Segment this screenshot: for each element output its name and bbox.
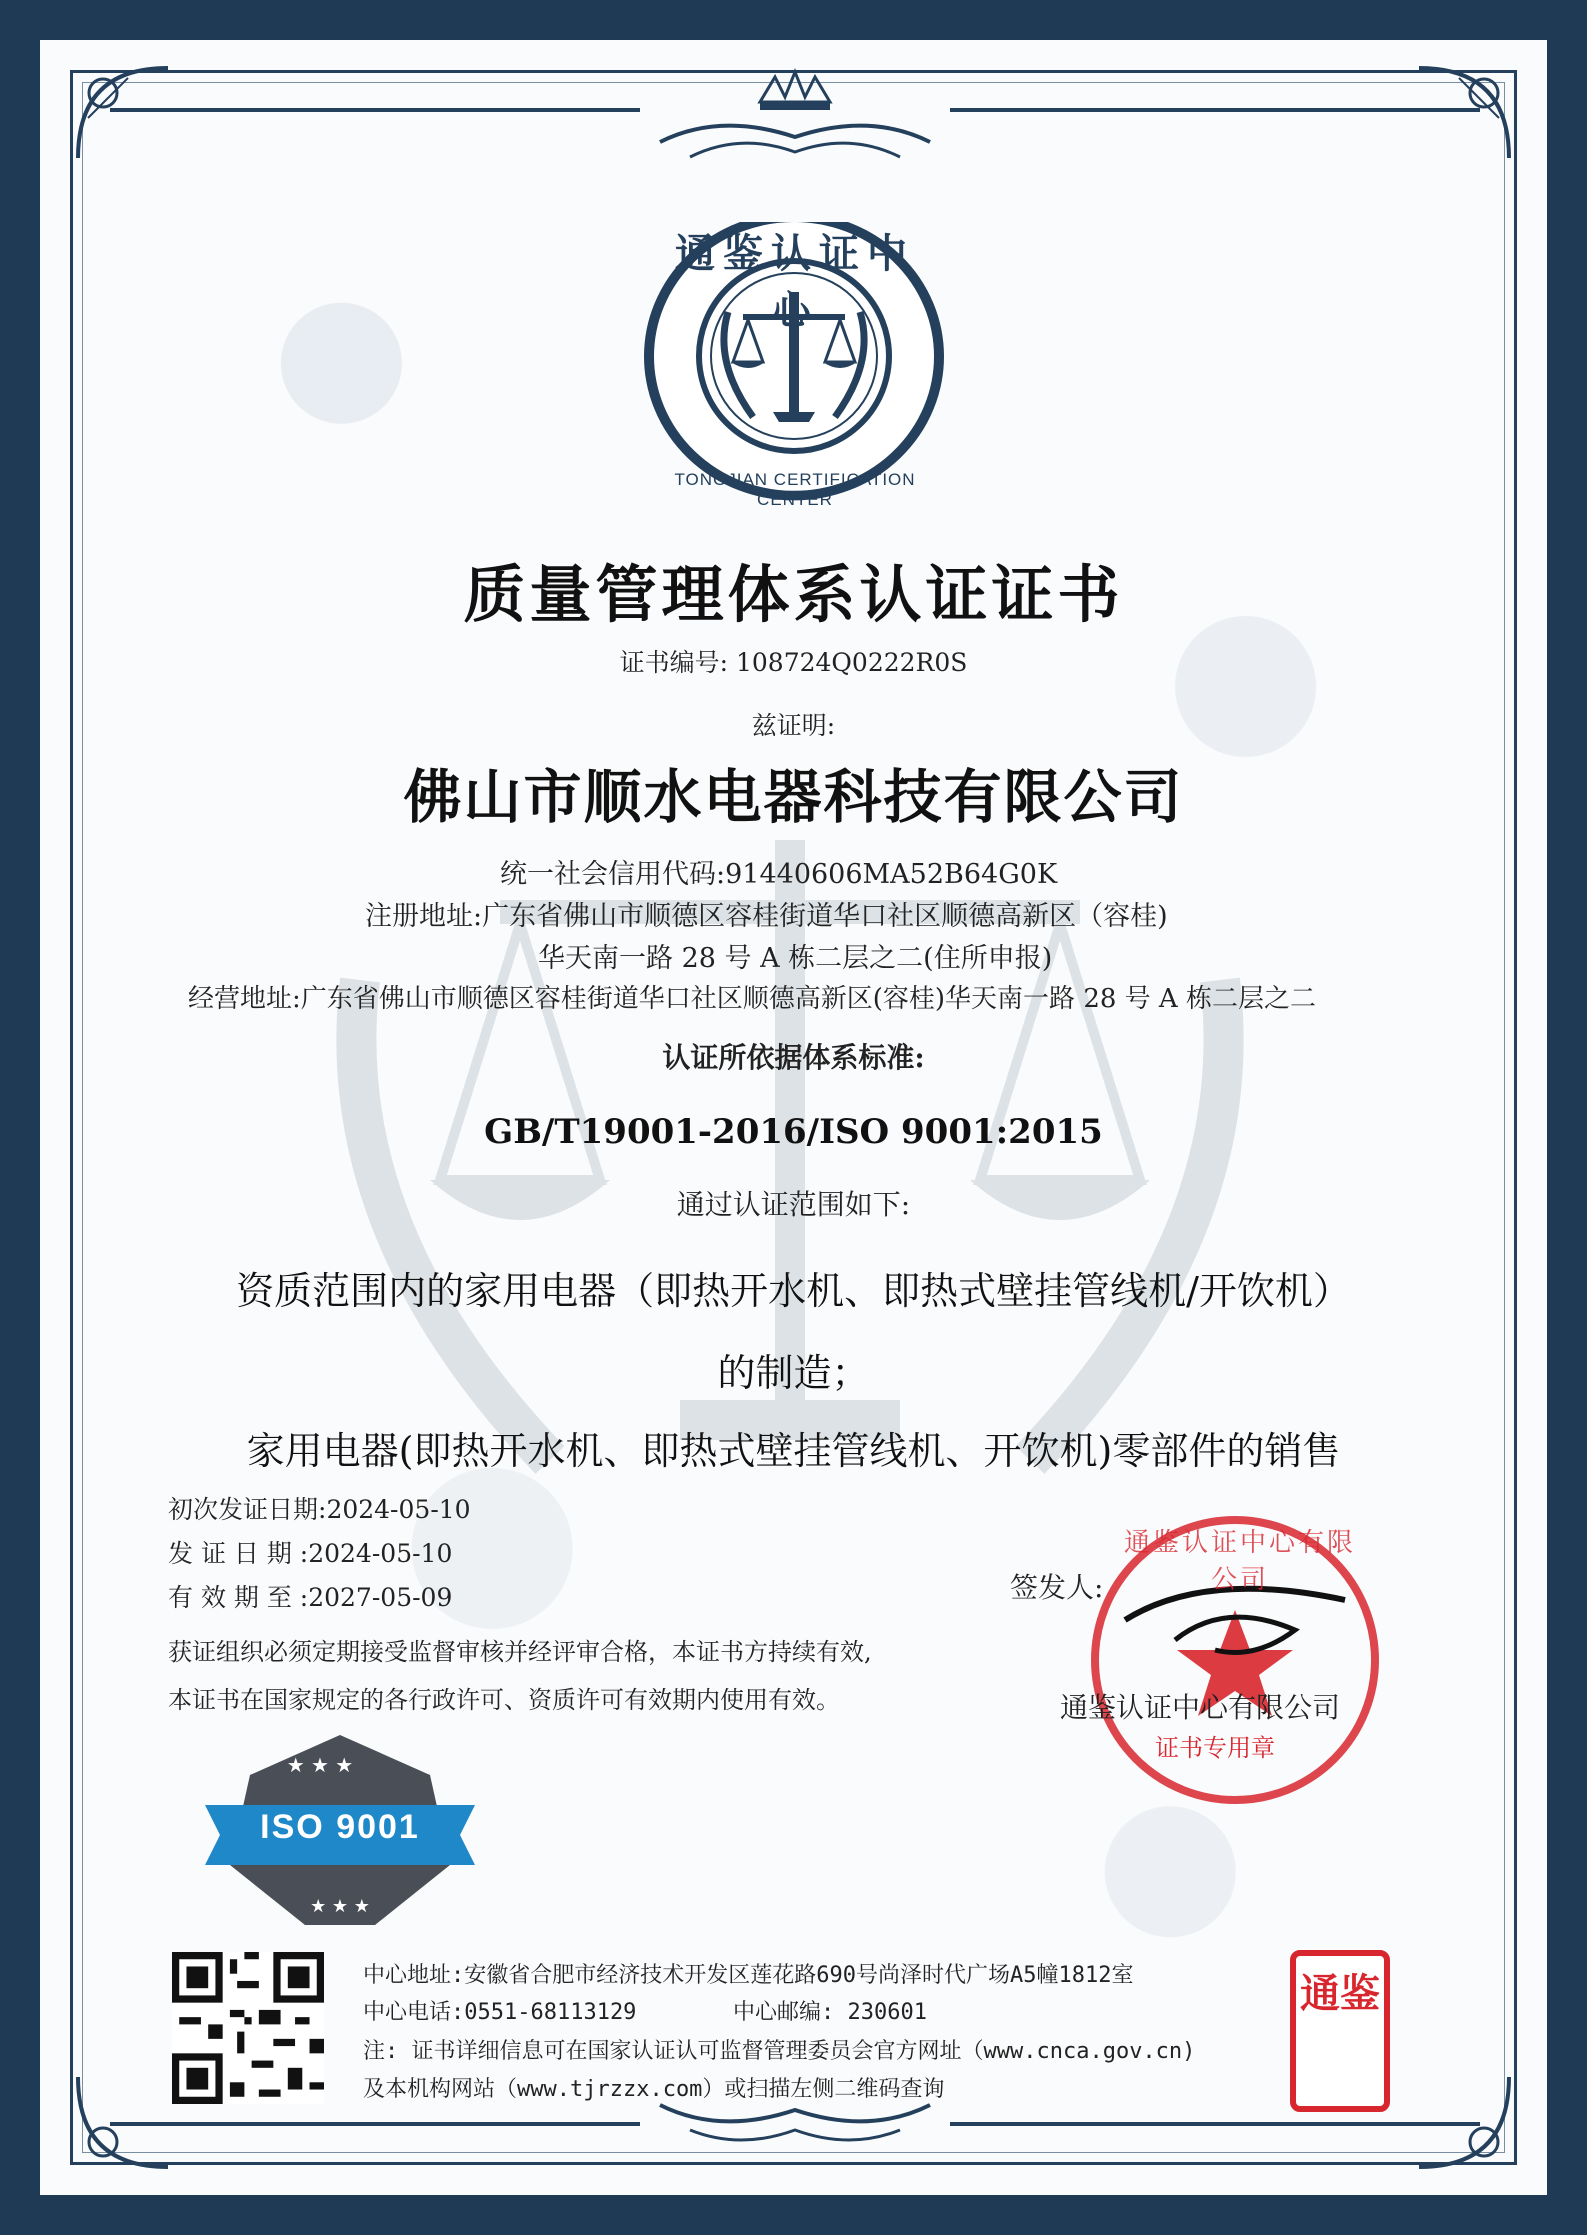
logo-english-text: TONGJIAN CERTIFICATION CENTER: [674, 470, 916, 509]
note-line-1: 获证组织必须定期接受监督审核并经评审合格，本证书方持续有效,: [168, 1638, 872, 1666]
seal-text: 通鉴认证中心有限公司: [1123, 1528, 1356, 1595]
top-rule-left: [110, 108, 640, 112]
cert-no-value: 108724Q0222R0S: [735, 648, 968, 677]
attest-label: 兹证明:: [751, 711, 836, 740]
svg-text:★ ★ ★: ★ ★ ★: [310, 1896, 370, 1917]
scope-line-3: 家用电器(即热开水机、即热式壁挂管线机、开饮机)零部件的销售: [246, 1429, 1341, 1473]
scope-label: 通过认证范围如下:: [676, 1188, 911, 1221]
standard-value: GB/T19001-2016/ISO 9001:2015: [484, 1112, 1103, 1152]
footer-postcode: 中心邮编: 230601: [733, 2000, 927, 2025]
issue-label: 发 证 日 期 :: [168, 1539, 309, 1568]
iso-badge-text: ISO 9001: [260, 1808, 420, 1846]
svg-text:★ ★ ★: ★ ★ ★: [286, 1753, 354, 1777]
valid-until-date: [168, 1578, 452, 1614]
top-rule-right: [950, 108, 1480, 112]
footer-address: 中心地址:安徽省合肥市经济技术开发区莲花路690号尚泽时代广场A5幢1812室: [363, 1963, 1134, 1988]
reg-addr: [365, 894, 1168, 933]
stamp-text: 通鉴: [1300, 1970, 1380, 2017]
issue-date: [168, 1534, 452, 1570]
corner-ornament-icon: [68, 58, 178, 168]
issue-value: 2024-05-10: [308, 1539, 453, 1568]
certificate-title: 质量管理体系认证证书: [463, 558, 1124, 631]
first-issue-date: [168, 1490, 471, 1526]
certificate-number: [0, 643, 1587, 679]
reg-addr-line1: 广东省佛山市顺德区容桂街道华口社区顺德高新区（容桂): [482, 901, 1168, 932]
footer-note-1: 注: 证书详细信息可在国家认证认可监督管理委员会官方网址（www.cnca.gov.cn): [363, 2039, 1196, 2064]
issuer-name: 通鉴认证中心有限公司: [1060, 1691, 1341, 1724]
reg-addr-label: 注册地址:: [365, 901, 483, 932]
logo-chinese-text: 通鉴认证中心: [675, 230, 915, 334]
signer-label: 签发人:: [1010, 1571, 1104, 1604]
first-issue-value: 2024-05-10: [326, 1495, 471, 1524]
bottom-rule-right: [950, 2122, 1480, 2126]
corner-ornament-icon: [1409, 58, 1519, 168]
scope-line-1: 资质范围内的家用电器（即热开水机、即热式壁挂管线机/开饮机）: [236, 1269, 1351, 1313]
bottom-rule-left: [110, 2122, 640, 2126]
cert-no-label: 证书编号:: [619, 648, 729, 677]
valid-label: 有 效 期 至 :: [168, 1583, 309, 1612]
footer-phone: 中心电话:0551-68113129: [363, 2000, 637, 2025]
first-issue-label: 初次发证日期:: [168, 1495, 327, 1524]
footer-note-2: 及本机构网站（www.tjrzzx.com）或扫描左侧二维码查询: [363, 2077, 945, 2102]
valid-value: 2027-05-09: [308, 1583, 453, 1612]
op-addr-value: 广东省佛山市顺德区容桂街道华口社区顺德高新区(容桂)华天南一路 28 号 A 栋二层之二: [300, 984, 1316, 1014]
company-name: 佛山市顺水电器科技有限公司: [403, 763, 1184, 831]
qr-code-icon[interactable]: [172, 1952, 324, 2104]
scope-line-2: 的制造；: [717, 1351, 870, 1395]
credit-code-label: 统一社会信用代码:: [500, 859, 726, 890]
standard-label: 认证所依据体系标准:: [662, 1041, 925, 1074]
credit-code-value: 91440606MA52B64G0K: [725, 859, 1058, 890]
op-addr-label: 经营地址:: [188, 984, 301, 1014]
credit-code: [500, 852, 1057, 891]
crown-ornament-icon: [640, 62, 950, 172]
note-line-2: 本证书在国家规定的各行政许可、资质许可有效期内使用有效。: [168, 1686, 840, 1714]
reg-addr-line2: 华天南一路 28 号 A 栋二层之二(住所申报): [538, 943, 1053, 974]
op-addr: [188, 978, 1316, 1015]
seal-sub-text: 证书专用章: [1155, 1734, 1275, 1762]
